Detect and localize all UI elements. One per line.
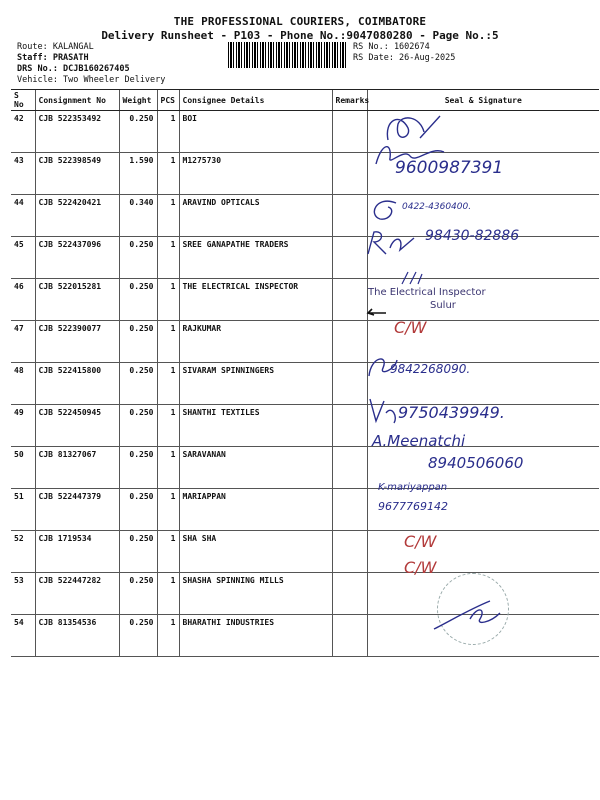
table-row: 53 CJB 522447282 0.250 1 SHASHA SPINNING MILLS <box>11 573 599 615</box>
table-row: 46 CJB 522015281 0.250 1 THE ELECTRICAL INSPECTOR <box>11 279 599 321</box>
signature-scribble-row54 <box>430 595 505 635</box>
handwriting-cw-row53: C/W <box>404 558 437 577</box>
signature-scribble-row48 <box>365 352 401 380</box>
table-row: 45 CJB 522437096 0.250 1 SREE GANAPATHE TRADERS <box>11 237 599 279</box>
route-label: Route: KALANGAL <box>17 42 94 52</box>
col-pcs: PCS <box>157 90 179 111</box>
handwriting-cw-row52: C/W <box>404 532 437 551</box>
runsheet-table-wrap <box>11 89 599 657</box>
table-header-row <box>11 90 599 111</box>
handwriting-phone-row51: 9677769142 <box>378 500 448 513</box>
vehicle-label: Vehicle: Two Wheeler Delivery <box>17 75 166 85</box>
table-row: 50 CJB 81327067 0.250 1 SARAVANAN <box>11 447 599 489</box>
table-row: 54 CJB 81354536 0.250 1 BHARATHI INDUSTRIES <box>11 615 599 657</box>
runsheet-table <box>11 89 599 657</box>
col-signature: Seal & Signature <box>367 90 599 111</box>
table-row: 49 CJB 522450945 0.250 1 SHANTHI TEXTILES <box>11 405 599 447</box>
signature-scribble-row46 <box>398 268 428 288</box>
handwriting-phone-row43: 9600987391 <box>395 158 504 178</box>
table-row: 52 CJB 1719534 0.250 1 SHA SHA <box>11 531 599 573</box>
handwriting-name-row51: K-mariyappan <box>378 482 448 493</box>
handwriting-phone-row45: 98430-82886 <box>425 228 520 244</box>
col-remarks: Remarks <box>332 90 367 111</box>
table-row: 51 CJB 522447379 0.250 1 MARIAPPAN <box>11 489 599 531</box>
table-row: 43 CJB 522398549 1.590 1 M1275730 <box>11 153 599 195</box>
signature-scribble-row49 <box>366 395 402 425</box>
staff-label: Staff: PRASATH <box>17 53 89 63</box>
stamp-sulur: Sulur <box>430 300 456 311</box>
barcode <box>228 42 348 68</box>
handwriting-phone-row49: 9750439949. <box>398 403 505 422</box>
handwriting-cw-row47: C/W <box>394 318 427 337</box>
table-row: 44 CJB 522420421 0.340 1 ARAVIND OPTICALS <box>11 195 599 237</box>
col-weight: Weight <box>119 90 157 111</box>
table-row: 47 CJB 522390077 0.250 1 RAJKUMAR <box>11 321 599 363</box>
signature-scribble-row44 <box>366 195 406 223</box>
table-row: 42 CJB 522353492 0.250 1 BOI <box>11 111 599 153</box>
stamp-electrical-inspector: The Electrical Inspector <box>368 287 486 298</box>
rs-no-label: RS No.: 1602674 <box>353 42 430 52</box>
handwriting-name-row50: A.Meenatchi <box>372 432 466 450</box>
arrow-mark-row47 <box>366 305 390 317</box>
runsheet-subtitle: Delivery Runsheet - P103 - Phone No.:9047080280 - Page No.:5 <box>101 29 499 42</box>
col-consignee: Consignee Details <box>179 90 332 111</box>
handwriting-phone-row44: 0422-4360400. <box>402 202 472 212</box>
handwriting-phone-row50: 8940506060 <box>428 454 524 472</box>
col-consignment: Consignment No <box>35 90 119 111</box>
signature-scribble-row45 <box>364 228 424 258</box>
signature-scribble-row43 <box>370 138 450 168</box>
table-row: 48 CJB 522415800 0.250 1 SIVARAM SPINNINGERS <box>11 363 599 405</box>
rs-date-label: RS Date: 26-Aug-2025 <box>353 53 456 63</box>
drs-label: DRS No.: DCJB160267405 <box>17 64 130 74</box>
handwriting-phone-row48: 9842268090. <box>390 362 471 376</box>
col-sno: S No <box>11 90 35 111</box>
company-title: THE PROFESSIONAL COURIERS, COIMBATORE <box>173 15 427 28</box>
